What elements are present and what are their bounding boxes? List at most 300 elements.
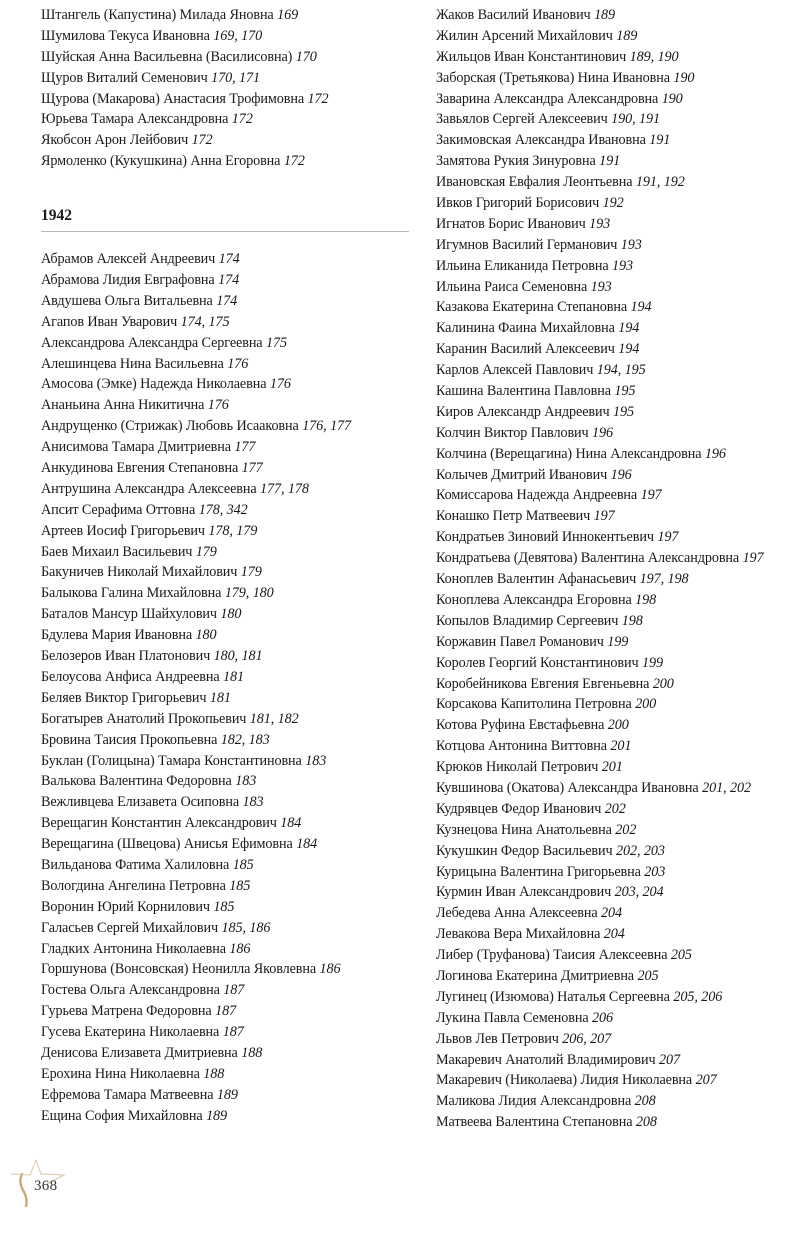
index-entry — [41, 604, 411, 625]
page-references: 208 — [635, 1114, 657, 1131]
page-references: 176, 177 — [302, 418, 352, 435]
index-entry — [41, 1043, 411, 1064]
index-entry — [436, 611, 796, 632]
page-references: 193 — [590, 278, 612, 295]
index-entry — [41, 26, 411, 47]
page-references: 191 — [649, 132, 671, 149]
page-references: 182, 183 — [220, 731, 270, 748]
person-name: Кувшинова (Окатова) Александра Ивановна — [436, 779, 699, 796]
index-entry — [41, 151, 411, 172]
index-entry — [41, 897, 411, 918]
person-name: Артеев Иосиф Григорьевич — [41, 522, 205, 539]
index-entry — [41, 542, 411, 563]
index-entry — [41, 1085, 411, 1106]
page-references: 202 — [615, 821, 637, 838]
index-entry — [41, 1064, 411, 1085]
person-name: Левакова Вера Михайловна — [436, 926, 601, 943]
person-name: Котова Руфина Евстафьевна — [436, 717, 605, 734]
person-name: Кондратьев Зиновий Иннокентьевич — [436, 529, 654, 546]
index-entry — [436, 256, 796, 277]
page-references: 176 — [269, 376, 291, 393]
index-entry — [436, 193, 796, 214]
person-name: Штангель (Капустина) Милада Яновна — [41, 7, 274, 23]
person-name: Верещагина (Швецова) Анисья Ефимовна — [41, 836, 293, 853]
index-entry — [436, 151, 796, 172]
person-name: Абрамов Алексей Андреевич — [41, 251, 216, 268]
person-name: Гладких Антонина Николаевна — [41, 940, 226, 957]
page-references: 187 — [223, 982, 245, 999]
person-name: Баталов Мансур Шайхулович — [41, 606, 217, 623]
page-references: 204 — [600, 905, 622, 922]
index-entry — [436, 89, 796, 110]
index-entry — [436, 318, 796, 339]
page-references: 194 — [630, 299, 652, 316]
person-name: Логинова Екатерина Дмитриевна — [436, 967, 635, 984]
page-references: 177 — [241, 460, 263, 477]
index-entry — [436, 172, 796, 193]
index-entry — [41, 374, 411, 395]
page-references: 169 — [277, 7, 299, 23]
index-entry — [436, 1091, 796, 1112]
index-entry — [41, 855, 411, 876]
index-entry — [436, 1029, 796, 1050]
person-name: Колычев Дмитрий Иванович — [436, 466, 608, 483]
index-entry — [41, 667, 411, 688]
page-references: 188 — [203, 1065, 225, 1082]
section-divider — [41, 231, 409, 232]
index-entry — [436, 235, 796, 256]
person-name: Горшунова (Вонсовская) Неонилла Яковлевна — [41, 961, 317, 978]
index-entry — [41, 876, 411, 897]
person-name: Ильина Раиса Семеновна — [436, 278, 588, 295]
index-entry — [41, 500, 411, 521]
page-references: 207 — [658, 1051, 680, 1068]
entry-list-previous-year — [41, 5, 411, 172]
page-references: 189 — [216, 1086, 238, 1103]
index-entry — [436, 882, 796, 903]
person-name: Ефремова Тамара Матвеевна — [41, 1086, 214, 1103]
page-references: 183 — [235, 773, 257, 790]
person-name: Кондратьева (Девятова) Валентина Александровна — [436, 550, 740, 567]
person-name: Шуйская Анна Васильевна (Василисовна) — [41, 48, 293, 65]
index-entry — [41, 771, 411, 792]
index-entry — [41, 89, 411, 110]
person-name: Агапов Иван Уварович — [41, 313, 178, 330]
index-entry — [436, 214, 796, 235]
person-name: Жаков Василий Иванович — [436, 7, 591, 23]
index-entry — [41, 458, 411, 479]
entry-list-1942-left — [41, 249, 411, 1126]
index-entry — [41, 939, 411, 960]
index-entry — [41, 583, 411, 604]
index-entry — [41, 47, 411, 68]
page-references: 207 — [695, 1072, 717, 1089]
page-references: 201 — [610, 738, 632, 755]
person-name: Ещина София Михайловна — [41, 1107, 203, 1124]
index-entry — [436, 1008, 796, 1029]
index-entry — [41, 980, 411, 1001]
page-references: 199 — [642, 654, 663, 671]
page-references: 195 — [613, 403, 634, 420]
index-entry — [41, 291, 411, 312]
index-entry — [41, 813, 411, 834]
person-name: Кашина Валентина Павловна — [436, 383, 611, 400]
index-entry — [436, 130, 796, 151]
person-name: Лебедева Анна Алексеевна — [436, 905, 598, 922]
index-entry — [436, 444, 796, 465]
page-references: 187 — [215, 1003, 237, 1020]
page-references: 170, 171 — [211, 69, 261, 86]
page-references: 197 — [593, 508, 615, 525]
person-name: Ананьина Анна Никитична — [41, 397, 205, 414]
index-entry — [436, 277, 796, 298]
index-entry — [41, 395, 411, 416]
page-references: 174, 175 — [180, 313, 230, 330]
index-entry — [41, 270, 411, 291]
person-name: Кузнецова Нина Анатольевна — [436, 821, 612, 838]
index-entry — [41, 130, 411, 151]
index-entry — [41, 792, 411, 813]
person-name: Гостева Ольга Александровна — [41, 982, 220, 999]
page-references: 193 — [620, 236, 642, 253]
index-entry — [436, 485, 796, 506]
person-name: Анисимова Тамара Дмитриевна — [41, 439, 231, 456]
person-name: Жильцов Иван Константинович — [436, 48, 627, 65]
page-references: 190, 191 — [611, 111, 660, 128]
page-references: 172 — [307, 90, 329, 107]
page-references: 196 — [610, 466, 632, 483]
index-entry — [41, 1106, 411, 1127]
index-entry — [41, 751, 411, 772]
index-entry — [436, 632, 796, 653]
index-entry — [436, 5, 796, 26]
person-name: Заборская (Третьякова) Нина Ивановна — [436, 69, 670, 86]
index-entry — [436, 736, 796, 757]
page-references: 184 — [296, 836, 318, 853]
index-entry — [436, 297, 796, 318]
person-name: Коржавин Павел Романович — [436, 633, 604, 650]
page-references: 196 — [592, 424, 614, 441]
person-name: Коноплева Александра Егоровна — [436, 591, 632, 608]
page-references: 197 — [640, 487, 662, 504]
person-name: Коноплев Валентин Афанасьевич — [436, 571, 637, 588]
index-entry — [41, 709, 411, 730]
index-entry — [436, 26, 796, 47]
person-name: Балыкова Галина Михайловна — [41, 585, 222, 602]
person-name: Макаревич Анатолий Владимирович — [436, 1051, 656, 1068]
person-name: Богатырев Анатолий Прокопьевич — [41, 710, 247, 727]
page-references: 205, 206 — [673, 988, 723, 1005]
page-references: 197, 198 — [639, 571, 689, 588]
index-entry — [436, 945, 796, 966]
person-name: Колчина (Верещагина) Нина Александровна — [436, 445, 702, 462]
index-entry — [436, 68, 796, 89]
person-name: Шумилова Текуса Ивановна — [41, 27, 210, 44]
person-name: Замятова Рукия Зинуровна — [436, 153, 596, 170]
page-references: 198 — [621, 612, 643, 629]
page-references: 197 — [742, 550, 764, 567]
page-references: 197 — [657, 529, 679, 546]
page-references: 181, 182 — [249, 710, 299, 727]
page-references: 183 — [305, 752, 327, 769]
person-name: Заварина Александра Александровна — [436, 90, 659, 107]
index-entry — [41, 959, 411, 980]
page-references: 186 — [229, 940, 251, 957]
person-name: Закимовская Александра Ивановна — [436, 132, 646, 149]
page-references: 193 — [589, 215, 611, 232]
person-name: Коробейникова Евгения Евгеньевна — [436, 675, 650, 692]
page-references: 178, 179 — [208, 522, 258, 539]
person-name: Анкудинова Евгения Степановна — [41, 460, 239, 477]
index-entry — [41, 437, 411, 458]
index-entry — [436, 360, 796, 381]
page-references: 185 — [229, 877, 251, 894]
page-references: 206, 207 — [562, 1030, 612, 1047]
page-references: 174 — [218, 272, 240, 289]
index-entry — [436, 506, 796, 527]
page-references: 185 — [232, 856, 254, 873]
person-name: Денисова Елизавета Дмитриевна — [41, 1044, 238, 1061]
person-name: Гурьева Матрена Федоровна — [41, 1003, 212, 1020]
person-name: Лукина Павла Семеновна — [436, 1009, 589, 1026]
person-name: Бдулева Мария Ивановна — [41, 627, 193, 644]
index-entry — [436, 465, 796, 486]
person-name: Беляев Виктор Григорьевич — [41, 689, 207, 706]
index-entry — [436, 590, 796, 611]
person-name: Белозеров Иван Платонович — [41, 648, 211, 665]
person-name: Ивков Григорий Борисович — [436, 195, 600, 212]
page-references: 189, 190 — [629, 48, 679, 65]
person-name: Кукушкин Федор Васильевич — [436, 842, 613, 859]
page-references: 186 — [319, 961, 341, 978]
index-entry — [436, 715, 796, 736]
page-references: 193 — [612, 257, 634, 274]
person-name: Киров Александр Андреевич — [436, 403, 610, 420]
index-entry — [436, 402, 796, 423]
person-name: Каранин Василий Алексеевич — [436, 341, 615, 358]
person-name: Бровина Таисия Прокопьевна — [41, 731, 218, 748]
page-references: 199 — [607, 633, 629, 650]
page-references: 188 — [241, 1044, 263, 1061]
person-name: Верещагин Константин Александрович — [41, 815, 277, 832]
person-name: Валькова Валентина Федоровна — [41, 773, 232, 790]
person-name: Крюков Николай Петрович — [436, 759, 599, 776]
person-name: Юрьева Тамара Александровна — [41, 111, 229, 128]
index-entry — [436, 903, 796, 924]
page-references: 189 — [594, 7, 616, 23]
person-name: Ярмоленко (Кукушкина) Анна Егоровна — [41, 153, 281, 170]
person-name: Игумнов Василий Германович — [436, 236, 618, 253]
person-name: Амосова (Эмке) Надежда Николаевна — [41, 376, 267, 393]
page-references: 190 — [673, 69, 695, 86]
person-name: Гусева Екатерина Николаевна — [41, 1024, 220, 1041]
person-name: Щуров Виталий Семенович — [41, 69, 208, 86]
page-references: 192 — [602, 195, 624, 212]
page-references: 196 — [704, 445, 726, 462]
index-entry — [41, 333, 411, 354]
person-name: Авдушева Ольга Витальевна — [41, 292, 213, 309]
page-references: 179 — [195, 543, 217, 560]
page-references: 169, 170 — [213, 27, 263, 44]
page-references: 178, 342 — [198, 501, 248, 518]
index-entry — [41, 109, 411, 130]
page-references: 203 — [644, 863, 666, 880]
page-references: 200 — [652, 675, 674, 692]
index-entry — [41, 479, 411, 500]
person-name: Лугинец (Изюмова) Наталья Сергеевна — [436, 988, 670, 1005]
index-entry — [436, 862, 796, 883]
person-name: Калинина Фаина Михайловна — [436, 320, 615, 337]
page-number: 368 — [34, 1178, 58, 1194]
page-references: 185, 186 — [221, 919, 271, 936]
page-references: 201 — [601, 759, 623, 776]
index-entry — [436, 757, 796, 778]
page-references: 200 — [607, 717, 629, 734]
page-references: 204 — [603, 926, 625, 943]
index-entry — [41, 5, 411, 26]
index-entry — [436, 381, 796, 402]
index-entry — [436, 527, 796, 548]
page-references: 201, 202 — [702, 779, 751, 796]
page-references: 203, 204 — [614, 884, 664, 901]
page-references: 184 — [280, 815, 302, 832]
index-entry — [41, 312, 411, 333]
person-name: Александрова Александра Сергеевна — [41, 334, 263, 351]
page-references: 205 — [637, 967, 659, 984]
page-references: 172 — [231, 111, 253, 128]
person-name: Абрамова Лидия Евграфовна — [41, 272, 215, 289]
person-name: Белоусова Анфиса Андреевна — [41, 668, 220, 685]
index-entry — [436, 674, 796, 695]
page-references: 194 — [618, 341, 640, 358]
page-references: 175 — [265, 334, 287, 351]
page-footer — [10, 1158, 80, 1208]
index-entry — [436, 548, 796, 569]
right-column — [436, 5, 796, 1133]
page-references: 181 — [209, 689, 231, 706]
person-name: Галасьев Сергей Михайлович — [41, 919, 219, 936]
page-references: 195 — [614, 383, 636, 400]
page-references: 205 — [670, 947, 692, 964]
page-references: 180 — [220, 606, 242, 623]
index-entry — [41, 1001, 411, 1022]
index-entry — [436, 694, 796, 715]
person-name: Комиссарова Надежда Андреевна — [436, 487, 638, 504]
index-entry — [41, 521, 411, 542]
index-entry — [436, 1070, 796, 1091]
page-references: 172 — [191, 132, 213, 149]
index-entry — [41, 562, 411, 583]
person-name: Щурова (Макарова) Анастасия Трофимовна — [41, 90, 305, 107]
person-name: Корсакова Капитолина Петровна — [436, 696, 632, 713]
index-entry — [436, 778, 796, 799]
page-references: 179 — [240, 564, 262, 581]
index-entry — [436, 987, 796, 1008]
person-name: Алешинцева Нина Васильевна — [41, 355, 224, 372]
page-references: 200 — [635, 696, 657, 713]
person-name: Воронин Юрий Корнилович — [41, 898, 210, 915]
person-name: Буклан (Голицына) Тамара Константиновна — [41, 752, 302, 769]
person-name: Либер (Труфанова) Таисия Алексеевна — [436, 947, 668, 964]
person-name: Матвеева Валентина Степановна — [436, 1114, 633, 1131]
page-references: 191 — [599, 153, 621, 170]
page-references: 180 — [195, 627, 217, 644]
person-name: Бакуничев Николай Михайлович — [41, 564, 238, 581]
index-entry — [41, 354, 411, 375]
page-references: 206 — [592, 1009, 613, 1026]
page-references: 185 — [213, 898, 235, 915]
person-name: Апсит Серафима Оттовна — [41, 501, 196, 518]
entry-list-1942-right — [436, 5, 796, 1133]
index-entry — [436, 841, 796, 862]
page-references: 191, 192 — [635, 174, 685, 191]
page-references: 177, 178 — [260, 480, 309, 497]
year-section — [41, 205, 411, 232]
left-column — [41, 5, 411, 1127]
index-entry — [41, 1022, 411, 1043]
index-entry — [41, 834, 411, 855]
index-entry — [41, 249, 411, 270]
index-entry — [41, 688, 411, 709]
page-references: 170 — [295, 48, 317, 65]
person-name: Королев Георгий Константинович — [436, 654, 639, 671]
person-name: Карлов Алексей Павлович — [436, 362, 594, 379]
index-entry — [41, 646, 411, 667]
page-references: 174 — [216, 292, 238, 309]
page-references: 172 — [283, 153, 305, 170]
page-references: 174 — [218, 251, 240, 268]
index-entry — [41, 625, 411, 646]
page-references: 189 — [616, 27, 638, 44]
person-name: Курмин Иван Александрович — [436, 884, 612, 901]
index-entry — [436, 339, 796, 360]
page-references: 187 — [222, 1024, 244, 1041]
index-entry — [41, 416, 411, 437]
page-references: 183 — [242, 794, 264, 811]
index-entry — [436, 1112, 796, 1133]
page-references: 189 — [206, 1107, 228, 1124]
person-name: Вильданова Фатима Халиловна — [41, 856, 230, 873]
person-name: Львов Лев Петрович — [436, 1030, 559, 1047]
page-references: 194 — [618, 320, 640, 337]
person-name: Баев Михаил Васильевич — [41, 543, 193, 560]
section-year-heading: 1942 — [41, 207, 72, 225]
person-name: Казакова Екатерина Степановна — [436, 299, 628, 316]
index-entry — [436, 799, 796, 820]
person-name: Копылов Владимир Сергеевич — [436, 612, 619, 629]
index-entry — [41, 730, 411, 751]
person-name: Антрушина Александра Алексеевна — [41, 480, 257, 497]
person-name: Ивановская Евфалия Леонтьевна — [436, 174, 633, 191]
index-entry — [436, 423, 796, 444]
person-name: Ерохина Нина Николаевна — [41, 1065, 200, 1082]
index-entry — [436, 966, 796, 987]
index-entry — [436, 1050, 796, 1071]
person-name: Завьялов Сергей Алексеевич — [436, 111, 608, 128]
index-entry — [436, 820, 796, 841]
person-name: Курицына Валентина Григорьевна — [436, 863, 641, 880]
index-entry — [41, 918, 411, 939]
index-entry — [436, 924, 796, 945]
person-name: Якобсон Арон Лейбович — [41, 132, 189, 149]
person-name: Андрущенко (Стрижак) Любовь Исааковна — [41, 418, 299, 435]
index-entry — [436, 109, 796, 130]
person-name: Котцова Антонина Виттовна — [436, 738, 607, 755]
person-name: Ильина Еликанида Петровна — [436, 257, 609, 274]
page-references: 180, 181 — [213, 648, 263, 665]
person-name: Игнатов Борис Иванович — [436, 215, 586, 232]
person-name: Вологдина Ангелина Петровна — [41, 877, 226, 894]
